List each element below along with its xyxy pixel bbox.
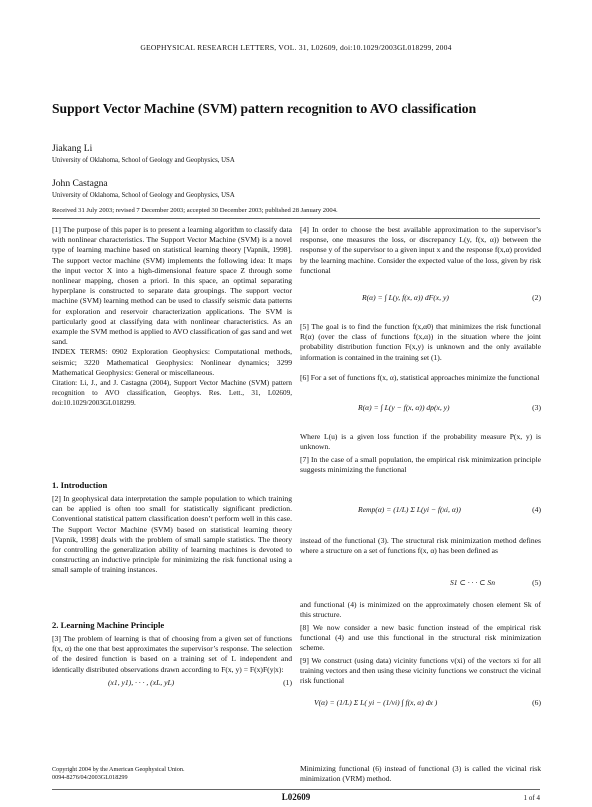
journal-header: GEOPHYSICAL RESEARCH LETTERS, VOL. 31, L02609, doi:10.1029/2003GL018299, 2004 [140,43,452,52]
paragraph-6: [6] For a set of functions f(x, α), statistical approaches minimize the functional [300,373,540,382]
equation-number: (1) [283,678,292,687]
footer-divider [52,789,540,790]
equation-6 [300,698,541,707]
author-affiliation: University of Oklahoma, School of Geology and Geophysics, USA [52,157,235,164]
paragraph-7b: instead of the functional (3). The structural risk minimization method defines where a structure on a set of functions f(x, α) has been defined as [300,536,541,556]
author-name: John Castagna [52,178,108,189]
equation-4-body: Remp(α) = (1/L) Σ L(yi − f(xi, α)) [358,505,461,514]
author-name: Jiakang Li [52,143,93,154]
issn-line: 0094-8276/04/2003GL018299 [52,774,128,781]
equation-4 [300,505,541,514]
author-affiliation: University of Oklahoma, School of Geology and Geophysics, USA [52,192,235,199]
author-block-1 [52,143,235,164]
paper-title: Support Vector Machine (SVM) pattern recognition to AVO classification [52,101,477,116]
paragraph-9b: Minimizing functional (6) instead of functional (3) is called the vicinal risk minimization (VRM) method. [300,764,541,784]
paragraph-5: [5] The goal is to find the function f(x,α0) that minimizes the risk functional R(α) (over the class of functions f(x,α)) in the situation where the joint probability distribution function F(x,y) is unknown and the only available information is contained in the training set (1). [300,322,541,362]
equation-number: (6) [532,698,541,707]
divider [52,218,540,219]
equation-1 [52,678,292,687]
equation-2-body: R(α) = ∫ L(y, f(x, α)) dF(x, y) [362,293,449,302]
page-number: 1 of 4 [523,794,540,802]
paragraph-4: [4] In order to choose the best available approximation to the supervisor’s response, one measures the loss, or discrepancy L(y, f(x, α)) between the response y of the supervisor to a given input x and the response f(x,α) provided by the learning machine. Consider the expected value of the loss, given by risk functional [300,225,541,275]
index-terms: INDEX TERMS: 0902 Exploration Geophysics: Computational methods, seismic; 3220 Mathematical Geophysics: Nonlinear dynamics; 3299 Mathematical Geophysics: General or miscellaneous. [52,347,292,377]
equation-number: (5) [532,578,541,587]
abstract [52,225,292,409]
copyright [52,766,292,782]
paragraph-2: [2] In geophysical data interpretation the sample population to which training can be applied is often too small for statistically significant prediction. Conventional statistical pattern classification doesn’t perform well in this case. The Support Vector Machine (SVM) based on statistical learning theory [Vapnik, 1998] deals with the problem of small sample statistics. The theory for controlling the generalization ability of learning machines is devoted to constructing an inductive principle for minimizing the risk functional using a small sample of training instances. [52,494,292,575]
citation: Citation: Li, J., and J. Castagna (2004), Support Vector Machine (SVM) pattern recognition to AVO classification, Geophys. Res. Lett., 31, L02609, doi:10.1029/2003GL018299. [52,379,292,408]
received-dates: Received 31 July 2003; revised 7 December 2003; accepted 30 December 2003; published 28 January 2004. [52,207,338,214]
paragraph-3: [3] The problem of learning is that of choosing from a given set of functions f(x, α) the one that best approximates the supervisor’s response. The selection of the desired function is based on a training set of L independent and identically distributed observations drawn according to F(x, y) = F(x)F(y|x): [52,634,292,674]
equation-2 [300,293,541,302]
article-id: L02609 [281,792,311,802]
section-heading-introduction: 1. Introduction [52,480,108,490]
section-heading-learning: 2. Learning Machine Principle [52,620,165,630]
equation-number: (3) [532,403,541,412]
equation-5 [300,578,541,587]
paragraph-7c: and functional (4) is minimized on the approximately chosen element Sk of this structure. [300,600,541,620]
author-block-2 [52,178,235,199]
equation-3-body: R(α) = ∫ L(y − f(x, α)) dp(x, y) [358,403,450,412]
equation-6-body: V(α) = (1/L) Σ L( yi − (1/vi) ∫ f(x, α) dx ) [314,698,438,707]
paragraph-8: [8] We now consider a new basic function instead of the empirical risk functional (4) and use this functional in the structural risk minimization scheme. [300,623,541,653]
equation-number: (2) [532,293,541,302]
copyright-line: Copyright 2004 by the American Geophysical Union. [52,766,185,773]
equation-5-body: S1 ⊂ · · · ⊂ Sn [450,578,495,587]
equation-number: (4) [532,505,541,514]
equation-3 [300,403,541,412]
abstract-text: [1] The purpose of this paper is to present a learning algorithm to classify data with nonlinear characteristics. The Support Vector Machine (SVM) is a novel type of learning machine based on statistical learning theory [Vapnik, 1998]. The support vector machine (SVM) implements the following idea: It maps the input vector X into a high-dimensional feature space Z through some nonlinear mapping, chosen a priori. In this space, an optimal separating hyperplane is constructed to separate data groupings. The support vector machine (SVM) learning method can be used to classify seismic data patterns for exploration and reservoir characterization applications. The SVM is particularly good at classifying data with nonlinear characteristics. As an example the SVM method is applied to AVO classification of gas sand and wet sand. [52,225,292,347]
equation-1-body: (x1, y1), · · · , (xL, yL) [108,678,175,687]
paragraph-9: [9] We construct (using data) vicinity functions v(xi) of the vectors xi for all training vectors and then using these vicinity functions we construct the vicinal risk functional [300,656,541,686]
paragraph-7: [7] In the case of a small population, the empirical risk minimization principle suggests minimizing the functional [300,455,541,475]
paragraph-6b: Where L(u) is a given loss function if the probability measure P(x, y) is unknown. [300,432,541,452]
